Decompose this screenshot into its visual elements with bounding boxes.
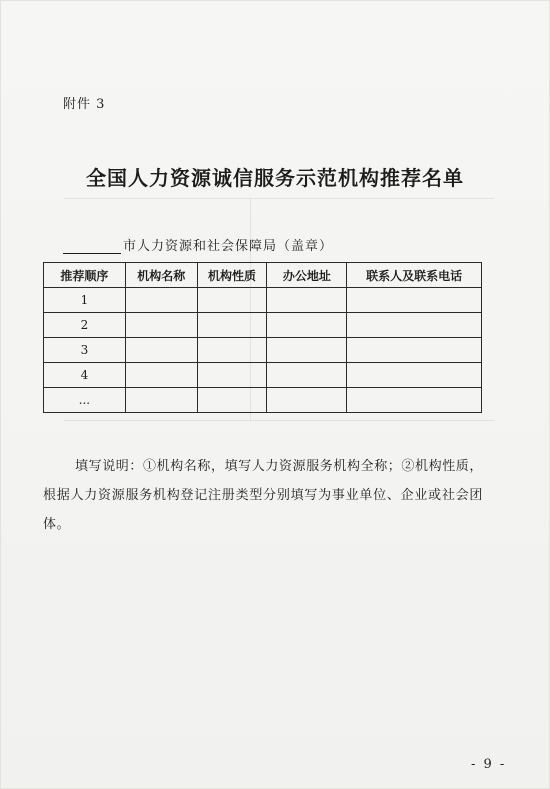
table-header-row <box>44 263 482 288</box>
table-row <box>44 363 482 388</box>
header-address: 办公地址 <box>267 263 347 288</box>
order-cell: 3 <box>44 338 126 363</box>
table-row <box>44 388 482 413</box>
address-cell[interactable] <box>267 338 347 363</box>
header-org-type: 机构性质 <box>197 263 267 288</box>
org-type-cell[interactable] <box>197 313 267 338</box>
recommendation-table <box>43 262 482 413</box>
table-row <box>44 313 482 338</box>
org-type-cell[interactable] <box>197 338 267 363</box>
page-number: - 9 - <box>471 757 507 772</box>
bleed-through-line <box>64 420 494 421</box>
bleed-through-line <box>64 198 494 199</box>
table-row <box>44 288 482 313</box>
order-cell: 2 <box>44 313 126 338</box>
bureau-line <box>63 235 333 254</box>
address-cell[interactable] <box>267 313 347 338</box>
address-cell[interactable] <box>267 388 347 413</box>
page-title: 全国人力资源诚信服务示范机构推荐名单 <box>86 166 464 190</box>
org-type-cell[interactable] <box>197 363 267 388</box>
contact-cell[interactable] <box>347 363 482 388</box>
address-cell[interactable] <box>267 363 347 388</box>
org-type-cell[interactable] <box>197 288 267 313</box>
contact-cell[interactable] <box>347 338 482 363</box>
header-org-name: 机构名称 <box>125 263 197 288</box>
address-cell[interactable] <box>267 288 347 313</box>
attachment-label: 附件 3 <box>63 97 106 112</box>
header-order: 推荐顺序 <box>44 263 126 288</box>
contact-cell[interactable] <box>347 313 482 338</box>
order-cell: 1 <box>44 288 126 313</box>
order-cell: ... <box>44 388 126 413</box>
header-contact: 联系人及联系电话 <box>347 263 482 288</box>
org-name-cell[interactable] <box>125 288 197 313</box>
contact-cell[interactable] <box>347 388 482 413</box>
order-cell: 4 <box>44 363 126 388</box>
org-name-cell[interactable] <box>125 313 197 338</box>
org-name-cell[interactable] <box>125 338 197 363</box>
org-name-cell[interactable] <box>125 388 197 413</box>
city-blank-field[interactable] <box>63 239 121 254</box>
org-name-cell[interactable] <box>125 363 197 388</box>
filling-instructions: 填写说明：①机构名称，填写人力资源服务机构全称；②机构性质，根据人力资源服务机构登记注册类型分别填写为事业单位、企业或社会团体。 <box>43 459 484 532</box>
bureau-label: 市人力资源和社会保障局（盖章） <box>123 239 334 254</box>
table-row <box>44 338 482 363</box>
org-type-cell[interactable] <box>197 388 267 413</box>
contact-cell[interactable] <box>347 288 482 313</box>
